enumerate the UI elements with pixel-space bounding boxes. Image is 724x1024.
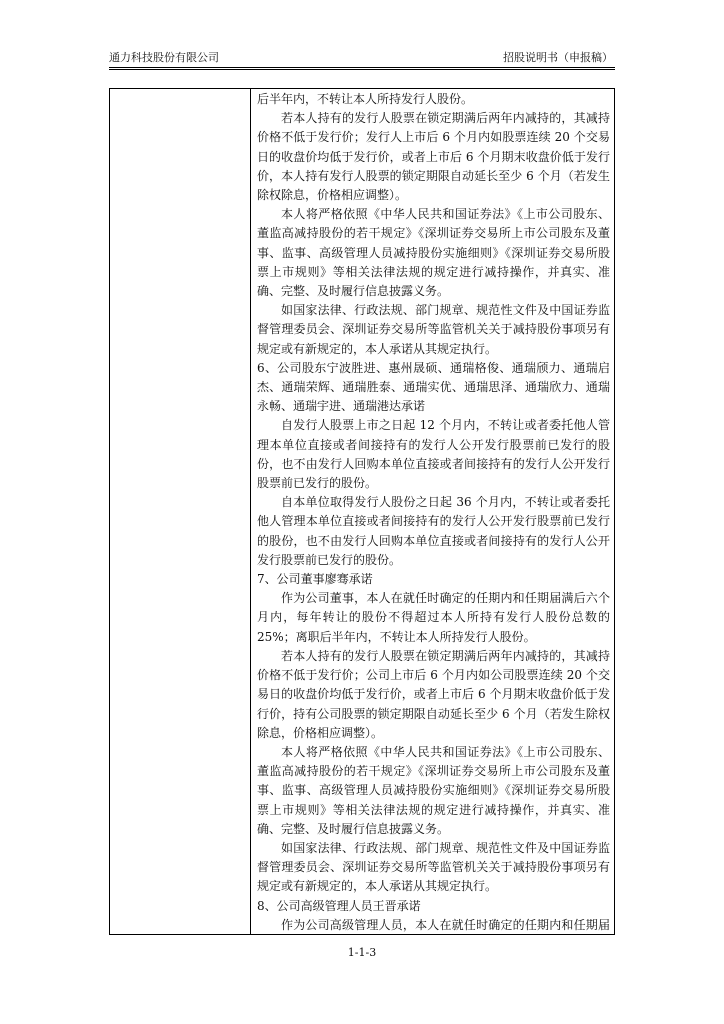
header-document-title: 招股说明书（申报稿）	[503, 51, 613, 64]
header-rule	[109, 67, 615, 70]
commitment-table	[109, 88, 615, 935]
table-left-column	[110, 89, 251, 934]
body-paragraph: 如国家法律、行政法规、部门规章、规范性文件及中国证券监督管理委员会、深圳证券交易所等监管机关关于减持股份事项另有规定或有新规定的，本人承诺从其规定执行。	[257, 303, 610, 356]
body-paragraph: 作为公司高级管理人员，本人在就任时确定的任期内和任期届	[281, 917, 610, 932]
body-paragraph: 若本人持有的发行人股票在锁定期满后两年内减持的，其减持价格不低于发行价；发行人上市后 6 个月内如股票连续 20 个交易日的收盘价均低于发行价，或者上市后 6 个月期末收盘价低于发行价，本人持有发行人股票的锁定期限自动延长至少 6 个月（若发生除权除息，价格相应调整）。	[257, 111, 610, 203]
body-paragraph: 自发行人股票上市之日起 12 个月内，不转让或者委托他人管理本单位直接或者间接持有的发行人公开发行股票前已发行的股份，也不由发行人回购本单位直接或者间接持有的发行人公开发行股票前已发行的股份。	[257, 418, 610, 491]
body-paragraph: 作为公司董事，本人在就任时确定的任期内和任期届满后六个月内，每年转让的股份不得超过本人所持有发行人股份总数的 25%；离职后半年内，不转让本人所持发行人股份。	[257, 591, 610, 644]
body-paragraph: 自本单位取得发行人股份之日起 36 个月内，不转让或者委托他人管理本单位直接或者间接持有的发行人公开发行股票前已发行的股份，也不由发行人回购本单位直接或者间接持有的发行人公开发行股票前已发行的股份。	[257, 495, 610, 567]
body-paragraph: 若本人持有的发行人股票在锁定期满后两年内减持的，其减持价格不低于发行价；公司上市后 6 个月内如公司股票连续 20 个交易日的收盘价均低于发行价，或者上市后 6 个月期末收盘价低于发行价，持有公司股票的锁定期限自动延长至少 6 个月（若发生除权除息，价格相应调整）。	[257, 648, 610, 740]
section-heading: 8、公司高级管理人员王晋承诺	[257, 898, 421, 913]
header-company-name: 通力科技股份有限公司	[109, 51, 219, 64]
body-paragraph: 本人将严格依照《中华人民共和国证券法》《上市公司股东、董监高减持股份的若干规定》《深圳证券交易所上市公司股东及董事、监事、高级管理人员减持股份实施细则》《深圳证券交易所股票上市规则》等相关法律法规的规定进行减持操作，并真实、准确、完整、及时履行信息披露义务。	[257, 207, 610, 299]
section-heading: 6、公司股东宁波胜进、惠州晟硕、通瑞格俊、通瑞颀力、通瑞启杰、通瑞荣辉、通瑞胜泰、通瑞实优、通瑞思泽、通瑞欣力、通瑞永畅、通瑞宇进、通瑞港达承诺	[257, 360, 610, 414]
body-paragraph: 如国家法律、行政法规、部门规章、规范性文件及中国证券监督管理委员会、深圳证券交易所等监管机关关于减持股份事项另有规定或有新规定的，本人承诺从其规定执行。	[257, 840, 610, 894]
body-paragraph: 本人将严格依照《中华人民共和国证券法》《上市公司股东、董监高减持股份的若干规定》《深圳证券交易所上市公司股东及董事、监事、高级管理人员减持股份实施细则》《深圳证券交易所股票上市规则》等相关法律法规的规定进行减持操作，并真实、准确、完整、及时履行信息披露义务。	[257, 744, 610, 836]
page-number: 1-1-3	[347, 946, 377, 959]
section-heading: 后半年内，不转让本人所持发行人股份。	[257, 92, 474, 106]
table-content-cell	[251, 89, 614, 934]
section-heading: 7、公司董事廖骞承诺	[257, 572, 373, 587]
